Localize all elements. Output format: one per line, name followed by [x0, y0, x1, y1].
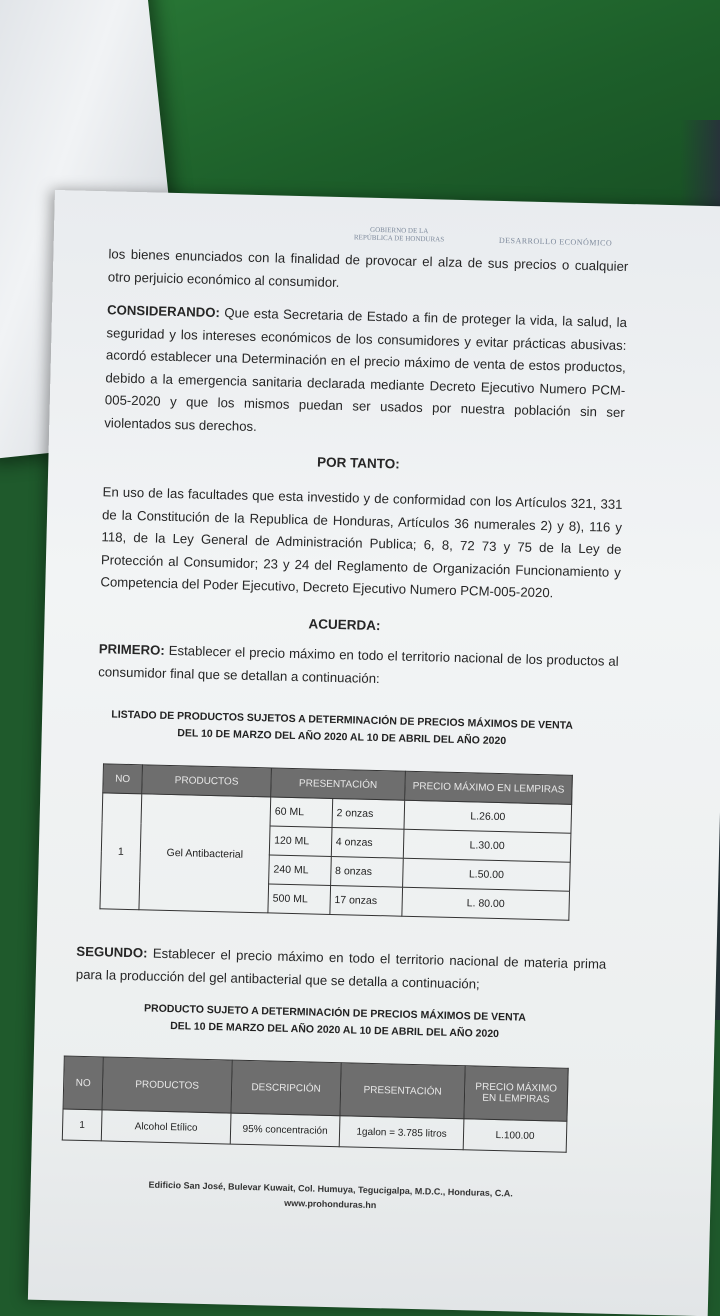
- primero-paragraph: [98, 638, 619, 696]
- table1-cell-oz: 8 onzas: [330, 856, 403, 887]
- intro-paragraph: los bienes enunciados con la finalidad de provocar el alza de sus precios o cualquier otro perjuicio económico al consumidor.: [107, 246, 629, 290]
- header-department: DESARROLLO ECONÓMICO: [498, 235, 613, 248]
- page-footer: [140, 1177, 521, 1216]
- table2-header-description: DESCRIPCIÓN: [231, 1060, 341, 1116]
- table1-title: [102, 706, 583, 752]
- table2-title-line2: DEL 10 DE MARZO DEL AÑO 2020 AL 10 DE ABRIL DEL AÑO 2020: [170, 1020, 500, 1041]
- table2-cell-no: 1: [62, 1109, 102, 1141]
- document-page: [28, 190, 720, 1316]
- header-government-line1: GOBIERNO DE LA: [369, 225, 429, 236]
- table2-cell-product: Alcohol Etílico: [101, 1110, 231, 1144]
- table1-cell-oz: 4 onzas: [331, 827, 404, 858]
- table1-cell-no: 1: [100, 793, 142, 910]
- primero-text: Establecer el precio máximo en todo el territorio nacional de los productos al consumidor final que se detallan a continuación:: [98, 642, 619, 686]
- table1-cell-ml: 240 ML: [269, 855, 331, 885]
- table2-header-no: NO: [63, 1056, 103, 1110]
- table1-cell-price: L.50.00: [403, 858, 571, 891]
- footer-address: Edificio San José, Bulevar Kuwait, Col. Humuya, Tegucigalpa, M.D.C., Honduras, C.A.: [148, 1179, 513, 1199]
- segundo-paragraph: [76, 941, 607, 999]
- table1-cell-oz: 17 onzas: [330, 885, 403, 916]
- table1-cell-ml: 60 ML: [270, 797, 332, 827]
- segundo-label: SEGUNDO:: [76, 943, 148, 961]
- table1-header-presentation: PRESENTACIÓN: [271, 768, 406, 800]
- table2-title-line1: PRODUCTO SUJETO A DETERMINACIÓN DE PRECIOS MÁXIMOS DE VENTA: [143, 1002, 527, 1024]
- table2-cell-presentation: 1galon = 3.785 litros: [339, 1116, 464, 1150]
- considerando-paragraph: [104, 299, 627, 447]
- table1-cell-price: L.30.00: [403, 829, 571, 862]
- facultades-paragraph: En uso de las facultades que esta investido y de conformidad con los Artículos 321, 331 de la Constitución de la Republica de Honduras, Artículos 36 numerales 2) y 8), 116 y 118, de la Ley General de Administración Publica; 6, 8, 72 73 y 75 de la Ley de Protección al Consumidor; 23 y 24 del Reglamento de Organización Funcionamiento y Competencia del Poder Ejecutivo, Decreto Ejecutivo Numero PCM-005-2020.: [100, 484, 623, 601]
- table1-cell-oz: 2 onzas: [332, 798, 405, 829]
- table1-title-line2: DEL 10 DE MARZO DEL AÑO 2020 AL 10 DE ABRIL DEL AÑO 2020: [177, 727, 507, 748]
- header-government-line2: REPÚBLICA DE HONDURAS: [353, 233, 445, 244]
- footer-website: www.prohonduras.hn: [284, 1197, 377, 1211]
- considerando-label: CONSIDERANDO:: [106, 302, 221, 321]
- table1-header-products: PRODUCTOS: [142, 765, 272, 797]
- table2-header-products: PRODUCTOS: [102, 1057, 232, 1113]
- table1-cell-ml: 120 ML: [269, 826, 331, 856]
- table2-header-price: PRECIO MÁXIMO EN LEMPIRAS: [464, 1066, 568, 1122]
- primero-label: PRIMERO:: [98, 641, 165, 658]
- acuerda-heading: ACUERDA:: [308, 616, 381, 634]
- table2-cell-description: 95% concentración: [230, 1113, 340, 1147]
- table2-cell-price: L.100.00: [463, 1119, 567, 1153]
- price-table-raw-material: [62, 1055, 569, 1152]
- table1-title-line1: LISTADO DE PRODUCTOS SUJETOS A DETERMINACIÓN DE PRECIOS MÁXIMOS DE VENTA: [111, 708, 574, 732]
- header-government: [354, 225, 445, 243]
- table1-cell-price: L.26.00: [404, 800, 572, 833]
- table1-header-price: PRECIO MÁXIMO EN LEMPIRAS: [405, 771, 573, 804]
- table1-cell-ml: 500 ML: [268, 884, 330, 914]
- table1-cell-product: Gel Antibacterial: [139, 794, 271, 913]
- table1-header-no: NO: [103, 764, 143, 794]
- table2-header-presentation: PRESENTACIÓN: [340, 1063, 465, 1119]
- por-tanto-heading: POR TANTO:: [316, 454, 400, 472]
- table2-title: [94, 999, 575, 1045]
- price-table-products: [99, 763, 572, 920]
- considerando-text: Que esta Secretaria de Estado a fin de proteger la vida, la salud, la seguridad y los intereses económicos de los consumidores y evitar prácticas abusivas: acordó establecer una Determinación en el precio máximo de venta de estos productos, debido a la emergencia sanitaria declarada mediante Decreto Ejecutivo Numero PCM-005-2020 y que los mismos puedan ser usados por nuestra población sin ser violentados sus derechos.: [104, 305, 628, 434]
- segundo-text: Establecer el precio máximo en todo el territorio nacional de materia prima para la producción del gel antibacterial que se detalla a continuación;: [75, 945, 607, 992]
- table1-cell-price: L. 80.00: [402, 887, 570, 920]
